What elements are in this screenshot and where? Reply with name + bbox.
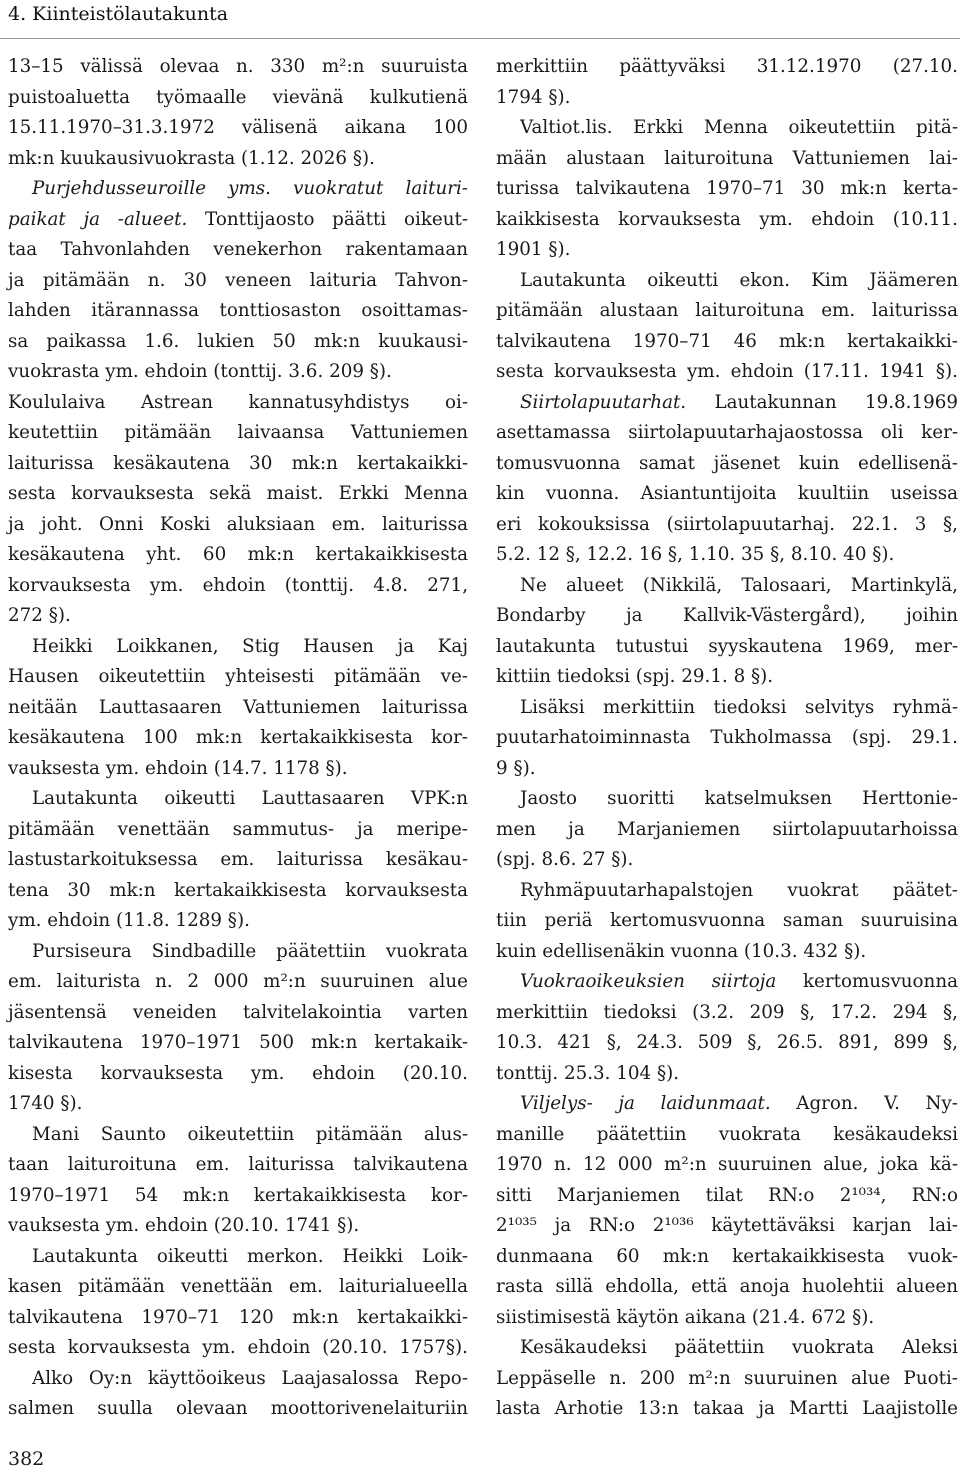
text-line: merkittiin päättyväksi 31.12.1970 (27.10. [496,56,958,77]
text-line: Mani Saunto oikeutettiin pitämään alus- [32,1123,468,1145]
text-line: vuokrasta ym. ehdoin (tonttij. 3.6. 209 §). [8,361,392,382]
text-line: taan laituroituna em. laiturissa talvikautena [8,1154,468,1175]
text-line: em. laiturista n. 2 000 m²:n suuruinen alue [8,971,468,992]
text-line: mk:n kuukausivuokrasta (1.12. 2026 §). [8,147,375,169]
text-line: 1740 §). [8,1093,83,1114]
text-line: salmen suulla olevaan moottorivenelaituriin [8,1398,468,1419]
text-line: sesta korvauksesta ym. ehdoin (20.10. 1757§). [8,1337,468,1358]
text-line: ja pitämään n. 30 veneen laituria Tahvon- [8,269,468,291]
text-line: pitämään venettään sammutus- ja meripe- [8,818,468,840]
text-line: tomusvuonna samat jäsenet kuin edellisenä- [496,452,958,474]
text-line: 10.3. 421 §, 24.3. 509 §, 26.5. 891, 899 §, [496,1032,958,1053]
text-line: Alko Oy:n käyttöoikeus Laajasalossa Repo- [32,1367,468,1389]
text-line: ja joht. Onni Koski aluksiaan em. laiturissa [8,513,468,535]
text-line: neitään Lauttasaaren Vattuniemen laiturissa [8,696,468,718]
text-line: kesäkautena 100 mk:n kertakaikkisesta kor- [8,727,468,748]
text-line: asettamassa siirtolapuutarhajaostossa oli ker- [496,422,958,443]
text-line: Lautakunta oikeutti ekon. Kim Jäämeren [520,269,958,291]
text-line: keutettiin pitämään laivaansa Vattuniemen [8,422,468,443]
text-line: vauksesta ym. ehdoin (20.10. 1741 §). [8,1215,360,1236]
line-text: Tonttijaosto päätti oikeut- [187,208,469,230]
italic-heading: Viljelys- ja laidunmaat. [520,1093,771,1114]
text-line: Purjehdusseuroille yms. vuokratut laituri- [32,178,468,199]
text-line: 272 §). [8,605,71,626]
text-line: eri kokouksissa (siirtolapuutarhaj. 22.1. 3 §, [496,513,958,535]
text-line: Pursiseura Sindbadille päätettiin vuokrata [32,940,468,962]
text-line: kittiin tiedoksi (spj. 29.1. 8 §). [496,666,774,687]
text-line: sa paikassa 1.6. lukien 50 mk:n kuukausi- [8,330,468,352]
line-text: Agron. V. Ny- [770,1093,958,1114]
text-line: kasen pitämään venettään em. laiturialueella [8,1276,468,1297]
text-line: talvikautena 1970–71 120 mk:n kertakaikki- [8,1306,468,1328]
text-line: sesta korvauksesta ym. ehdoin (17.11. 1941 §). [496,361,958,382]
text-line: turissa talvikautena 1970–71 30 mk:n kerta- [496,178,958,199]
text-line: 9 §). [496,757,536,779]
text-line: kin vuonna. Asiantuntijoita kuultiin useissa [496,483,958,504]
text-line: lasta Arhotie 13:n takaa ja Martti Laajistolle [496,1398,958,1419]
text-line: talvikautena 1970–1971 500 mk:n kertakaik- [8,1032,468,1053]
text-line: Ne alueet (Nikkilä, Talosaari, Martinkylä, [520,574,958,596]
text-line: manille päätettiin vuokrata kesäkaudeksi [496,1123,958,1145]
text-line: tiin periä kertomusvuonna saman suuruisina [496,910,958,931]
text-line: Koululaiva Astrean kannatusyhdistys oi- [8,391,468,413]
text-line: Jaosto suoritti katselmuksen Herttonie- [520,788,958,809]
text-line: lautakunta tutustui syyskautena 1969, mer- [496,635,958,657]
text-line: Lautakunta oikeutti merkon. Heikki Loik- [32,1245,468,1267]
text-line: kaikkisesta korvauksesta ym. ehdoin (10.11. [496,208,958,230]
text-line: talvikautena 1970–71 46 mk:n kertakaikki- [496,330,958,352]
text-line: lahden itärannassa tonttiosaston osoittamas- [8,300,468,321]
text-line: merkittiin tiedoksi (3.2. 209 §, 17.2. 294 §, [496,1001,958,1023]
text-line: men ja Marjaniemen siirtolapuutarhoissa [496,818,958,840]
text-line: kuin edellisenäkin vuonna (10.3. 432 §). [496,940,867,962]
text-line: Hausen oikeutettiin yhteisesti pitämään ve- [8,666,468,687]
line-text: Lautakunnan 19.8.1969 [686,391,958,413]
text-line: 1970–1971 54 mk:n kertakaikkisesta kor- [8,1184,468,1206]
text-line: taa Tahvonlahden venekerhon rakentamaan [8,239,468,260]
text-line [496,388,958,419]
text-line: siistimisestä käytön aikana (21.4. 672 §). [496,1306,875,1328]
text-line: vauksesta ym. ehdoin (14.7. 1178 §). [8,757,348,779]
text-line [8,205,468,236]
text-line: 5.2. 12 §, 12.2. 16 §, 1.10. 35 §, 8.10. 40 §). [496,544,895,565]
text-line: kesäkautena yht. 60 mk:n kertakaikkisesta [8,544,468,565]
text-line: Bondarby ja Kallvik-Västergård), joihin [496,605,958,626]
text-line: Ryhmäpuutarhapalstojen vuokrat päätet- [520,879,958,901]
text-line: tena 30 mk:n kertakaikkisesta korvauksesta [8,879,468,901]
text-line: 15.11.1970–31.3.1972 välisenä aikana 100 [8,117,468,138]
text-line: 2¹⁰³⁵ ja RN:o 2¹⁰³⁶ käytettäväksi karjan lai- [496,1215,958,1236]
text-line: rasta sillä ehdolla, että anoja huolehtii alueen [496,1276,958,1297]
text-line: Valtiot.lis. Erkki Menna oikeutettiin pitä- [520,117,958,138]
header-rule [0,38,960,39]
text-line: laiturissa kesäkautena 30 mk:n kertakaikki- [8,452,468,474]
text-line: lastustarkoituksessa em. laiturissa kesäkau- [8,849,468,870]
text-line: tonttij. 25.3. 104 §). [496,1062,680,1084]
text-line: jäsentensä veneiden talvitelakointia varten [8,1001,468,1023]
italic-heading: Siirtolapuutarhat. [520,391,687,413]
text-line: Kesäkaudeksi päätettiin vuokrata Aleksi [520,1337,958,1358]
text-line: Heikki Loikkanen, Stig Hausen ja Kaj [32,635,468,657]
text-line: sesta korvauksesta sekä maist. Erkki Menna [8,483,468,504]
text-line: Leppäselle n. 200 m²:n suuruinen alue Puoti- [496,1367,958,1389]
text-line: 1901 §). [496,239,571,260]
text-line [496,1089,958,1120]
right-column [496,52,958,1425]
italic-heading: paikat ja -alueet. [8,208,188,230]
text-line: 1794 §). [496,86,571,108]
text-line [496,967,958,998]
text-line: pitämään alustaan laituroituna em. laiturissa [496,300,958,321]
text-line: sitti Marjaniemen tilat RN:o 2¹⁰³⁴, RN:o [496,1184,958,1206]
text-line: kisesta korvauksesta ym. ehdoin (20.10. [8,1062,468,1084]
line-text: kertomusvuonna [776,971,958,992]
text-line: puistoaluetta työmaalle vievänä kulkutienä [8,86,468,108]
text-line: ym. ehdoin (11.8. 1289 §). [8,910,250,931]
italic-heading: Vuokraoikeuksien siirtoja [520,971,777,992]
text-line: 13–15 välissä olevaa n. 330 m²:n suuruista [8,56,468,77]
running-header: 4. Kiinteistölautakunta [8,3,229,25]
text-line: Lautakunta oikeutti Lauttasaaren VPK:n [32,788,468,809]
text-line: korvauksesta ym. ehdoin (tonttij. 4.8. 271, [8,574,468,596]
page-number: 382 [8,1448,45,1470]
text-line: 1970 n. 12 000 m²:n suuruinen alue, joka kä- [496,1154,958,1175]
text-line: Lisäksi merkittiin tiedoksi selvitys ryhmä- [520,696,958,718]
text-line: puutarhatoiminnasta Tukholmassa (spj. 29.1. [496,727,958,748]
text-line: dunmaana 60 mk:n kertakaikkisesta vuok- [496,1245,958,1267]
left-column [8,52,468,1425]
text-line: mään alustaan laituroituna Vattuniemen lai- [496,147,958,169]
text-line: (spj. 8.6. 27 §). [496,849,634,870]
